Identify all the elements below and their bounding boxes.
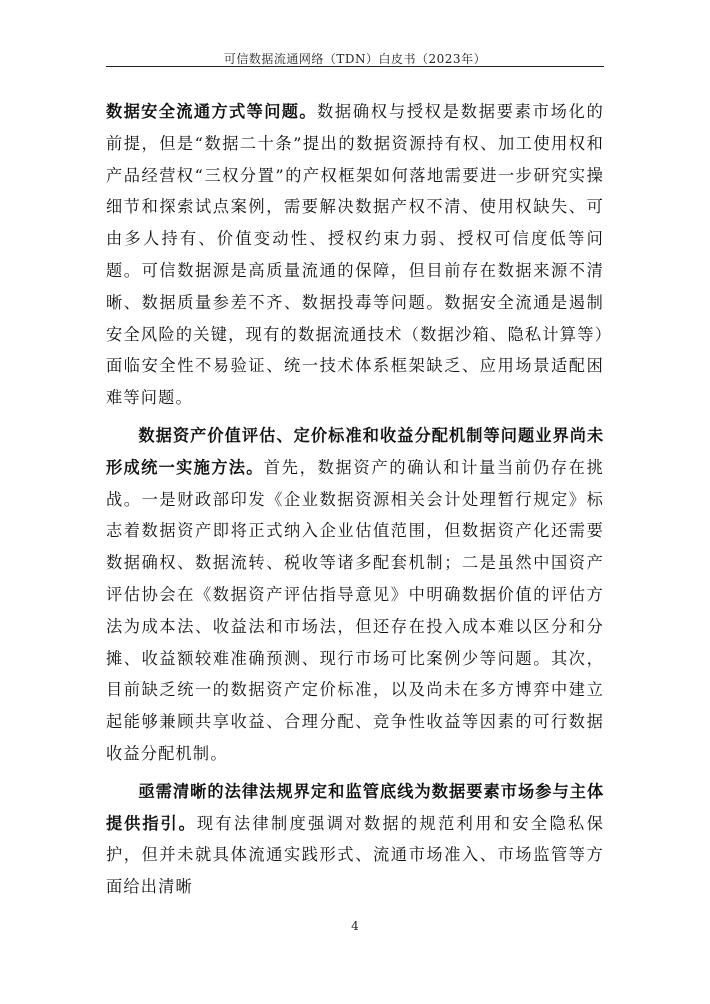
paragraph-1	[106, 96, 604, 414]
paragraph-3-text: 现有法律制度强调对数据的规范利用和安全隐私保护，但并未就具体流通实践形式、流通市场准入、市场监管等方面给出清晰	[106, 813, 604, 897]
paragraph-3-heading: 亟需清晰的法律法规界定和监管底线为数据要素市场参与主体提供指引。	[106, 781, 604, 833]
paragraph-2-text: 首先，数据资产的确认和计量当前仍存在挑战。一是财政部印发《企业数据资源相关会计处理暂行规定》标志着数据资产即将正式纳入企业估值范围，但数据资产化还需要数据确权、数据流转、税收等诸多配套机制；二是虽然中国资产评估协会在《数据资产评估指导意见》中明确数据价值的评估方法为成本法、收益法和市场法，但还存在投入成本难以区分和分摊、收益额较难准确预测、现行市场可比案例少等问题。其次，目前缺乏统一的数据资产定价标准，以及尚未在多方博弈中建立起能够兼顾共享收益、合理分配、竞争性收益等因素的可行数据收益分配机制。	[106, 457, 604, 763]
paragraph-1-text: 数据确权与授权是数据要素市场化的前提，但是“数据二十条”提出的数据资源持有权、加工使用权和产品经营权“三权分置”的产权框架如何落地需要进一步研究实操细节和探索试点案例，需要解决数据产权不清、使用权缺失、可由多人持有、价值变动性、授权约束力弱、授权可信度低等问题。可信数据源是高质量流通的保障，但目前存在数据来源不清晰、数据质量参差不齐、数据投毒等问题。数据安全流通是遏制安全风险的关键，现有的数据流通技术（数据沙箱、隐私计算等）面临安全性不易验证、统一技术体系框架缺乏、应用场景适配困难等问题。	[106, 102, 604, 408]
header-divider	[106, 66, 604, 67]
document-body	[106, 96, 604, 909]
page-number: 4	[351, 919, 359, 933]
paragraph-1-heading: 数据安全流通方式等问题。	[106, 102, 317, 121]
paragraph-3	[106, 776, 604, 903]
paragraph-2	[106, 420, 604, 770]
page-header-title: 可信数据流通网络（TDN）白皮书（2023年）	[223, 52, 487, 66]
paragraph-2-heading: 数据资产价值评估、定价标准和收益分配机制等问题业界尚未形成统一实施方法。	[106, 425, 604, 477]
